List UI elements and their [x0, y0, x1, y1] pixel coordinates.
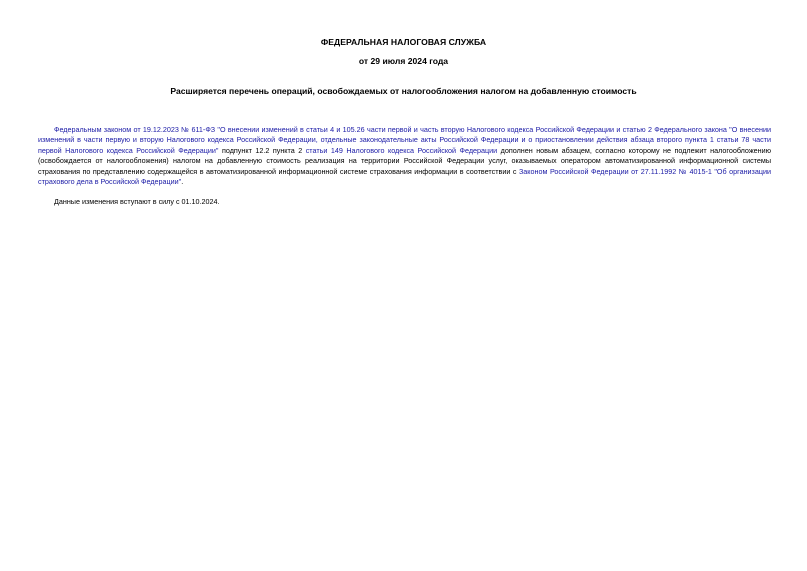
body-text-segment-2: дополнен новым абзацем, согласно которому не подлежит налогообложению (освобождается от налогообложения) налогом на добавленную стоимость реализация на территории Российской Федерации услуг, оказываемых оператором автоматизированной информационной системы страхования по представлению содержащейся в автоматизированной информационной системе страхования информации в соответствии с	[38, 145, 771, 176]
agency-name: ФЕДЕРАЛЬНАЯ НАЛОГОВАЯ СЛУЖБА	[320, 37, 487, 47]
insurance-law-link[interactable]: Законом Российской Федерации от 27.11.1992 № 4015-1 "Об организации страхового дела в Российской Федерации"	[38, 166, 771, 187]
effective-date-paragraph: Данные изменения вступают в силу с 01.10.2024.	[54, 197, 220, 206]
body-text-segment-1: подпункт 12.2 пункта 2	[218, 145, 306, 155]
law-611-fz-link[interactable]: Федеральным законом от 19.12.2023 № 611-ФЗ "О внесении изменений в статьи 4 и 105.26 части первой и часть вторую Налогового кодекса Российской Федерации и статью 2 Федерального закона "О внесении изменений в части первую и вторую Налогового кодекса Российской Федерации, отдельные законодательные акты Российской Федерации и о приостановлении действия абзаца второго пункта 1 статьи 78 части первой Налогового кодекса Российской Федерации"	[38, 125, 771, 155]
document-title: Расширяется перечень операций, освобождаемых от налогообложения налогом на добавленную стоимость	[170, 86, 637, 96]
document-date: от 29 июля 2024 года	[358, 56, 449, 66]
body-text-segment-3: .	[181, 177, 184, 187]
tax-code-article-149-link[interactable]: статьи 149 Налогового кодекса Российской Федерации	[305, 145, 498, 155]
body-paragraph	[38, 125, 771, 187]
